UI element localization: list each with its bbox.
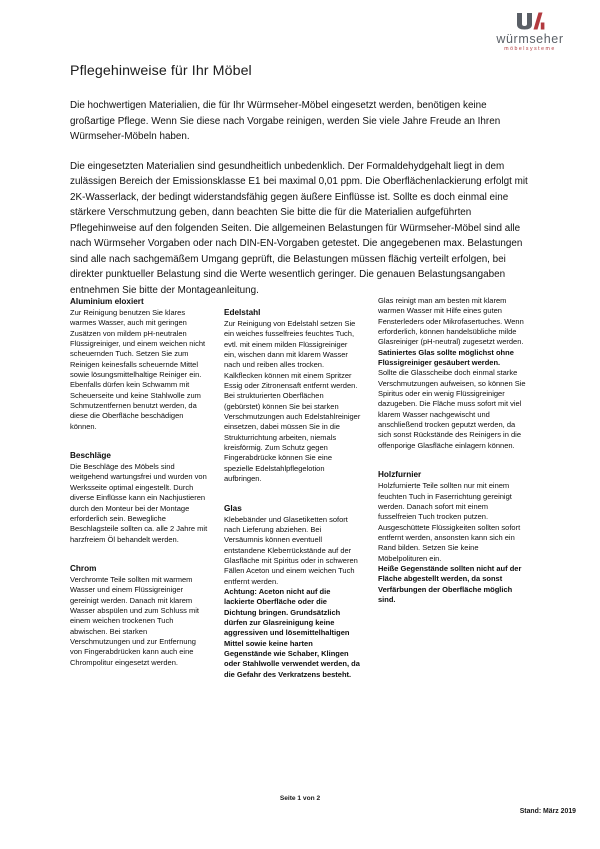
logo-subtitle: möbelsysteme [504, 45, 556, 52]
section-edelstahl [224, 307, 361, 485]
glass-text-plain-1: Glas reinigt man am besten mit klarem warmen Wasser mit Hilfe eines guten Fensterleders oder Mikrofasertuches. Wenn erforderlich, können handelsübliche milde Glasreiniger (pH-neutral) zugesetzt werden. [378, 296, 524, 347]
section-body: Verchromte Teile sollten mit warmem Wasser und einem Flüssigreiniger gereinigt werden. Danach mit klarem Wasser abspülen und zum Schluss mit einem weichen trockenen Tuch abwischen. Bei starken Verschmutzungen und zur Entfernung von Fingerabdrücken kann auch eine Chrompolitur eingesetzt werden. [70, 574, 199, 667]
company-logo [482, 12, 578, 52]
page-title: Pflegehinweise für Ihr Möbel [70, 63, 252, 79]
care-instructions-columns [70, 296, 532, 680]
section-beschlaege [70, 450, 209, 545]
section-body-plain: Klebebänder und Glasetiketten sofort nach Lieferung abziehen. Bei Versäumnis können eventuell entstandene Kleberrückstände auf der Glasfläche mit Spiritus oder in schweren Fällen Aceton und einem weichen Tuch entfernt werden. [224, 514, 358, 586]
section-heading: Aluminium eloxiert [70, 297, 144, 306]
column-three [374, 296, 526, 680]
column-one [70, 296, 222, 680]
spacer [70, 545, 209, 563]
wuermseher-w-logo-icon [515, 12, 545, 30]
spacer [224, 485, 361, 503]
glass-text-bold: Satiniertes Glas sollte möglichst ohne Flüssigreiniger gesäubert werden. [378, 347, 514, 368]
section-glas-continued [378, 296, 526, 451]
section-chrom [70, 563, 209, 668]
section-heading: Beschläge [70, 451, 111, 461]
footer-revision-date: Stand: März 2019 [519, 808, 576, 815]
warning-text: Heiße Gegenstände sollten nicht auf der Fläche abgestellt werden, da sonst Verfärbungen der Oberfläche möglich sind. [378, 563, 522, 604]
section-glas [224, 503, 361, 681]
intro-paragraph-1: Die hochwertigen Materialien, die für Ihr Würmseher-Möbel eingesetzt werden, benötigen keine großartige Pflege. Wenn Sie diese nach Vorgabe reinigen, werden Sie viele Jahre Freude an Ihren Würmseher-Möbeln haben. [70, 100, 501, 142]
section-heading: Chrom [70, 563, 97, 573]
section-body-warning [378, 564, 526, 605]
section-heading: Holzfurnier [378, 470, 422, 480]
spacer [224, 296, 361, 307]
section-body: Zur Reinigung benutzen Sie klares warmes Wasser, auch mit geringen Zusätzen von mildem pH-neutralen Flüssigreiniger, und einem weichen nicht scheuernden Tuch. Setzen Sie zum Reinigen keinesfalls scheuernde Mittel sowie lösungsmittelhaltige Reiniger ein. Ebenfalls dürfen kein Schwamm mit Scheuerseite und keine Stahlwolle zum Schmutzentfernen benutzt werden, da diese die Oberfläche beschädigen können. [70, 308, 206, 431]
spacer [378, 451, 526, 469]
section-body-part-two: Sollte die Glasscheibe doch einmal starke Verschmutzungen aufweisen, so können Sie Spiritus oder ein wenig Flüssigreiniger dazugeben. Die Fläche muss sofort mit viel klarem Wasser nachgewischt und anschließend trocken geputzt werden, da sich sonst Rückstände des Reinigers in die offenporige Glasfläche einlagern können. [378, 368, 526, 450]
section-holzfurnier [378, 469, 526, 605]
logo-wordmark: würmseher [496, 32, 564, 46]
section-body: Zur Reinigung von Edelstahl setzen Sie ein weiches fusselfreies feuchtes Tuch, evtl. mit einem milden Flüssigreiniger ein, wischen dann mit klarem Wasser nach und reiben alles trocken. Kalkflecken können mit einem Spritzer Essig oder Zitronensaft entfernt werden. Bei strukturierten Oberflächen (gebürstet) können Sie bei starken Verschmutzungen auch Edelstahlreiniger einsetzen, dabei müssen Sie in die Strukturrichtung arbeiten, niemals kreisförmig. Zum Schutz gegen Fingerabdrücke können Sie eine spezielle Edelstahlpflegelotion aufbringen. [224, 319, 361, 484]
intro-paragraph-2: Die eingesetzten Materialien sind gesundheitlich unbedenklich. Der Formaldehydgehalt liegt in dem zulässigen Bereich der Emissionsklasse E1 bei maximal 0,01 ppm. Die Oberflächenlackierung erfolgt mit 2K-Wasserlack, der bedingt widerstandsfähig gegen äußere Einflüsse ist. Sollte es doch einmal eine stärkere Verschmutzung geben, dann beachten Sie bitte die für die Materialien aufgeführten Pflegehinweise auf den folgenden Seiten. Die allgemeinen Belastungen für Würmseher-Möbel sind alle nach Würmseher Vorgaben oder nach DIN-EN-Vorgaben getestet. Die angegebenen max. Belastungen sind alle nach sachgemäßem Umgang geprüft, die Belastungen müssen flächig verteilt erfolgen, bei direkter punktueller Belastung sind die Werte wesentlich geringer. Die genauen Belastungsangaben entnehmen Sie bitte der Montageanleitung. [70, 160, 528, 296]
section-body-plain: Holzfurnierte Teile sollten nur mit einem feuchten Tuch in Faserrichtung gereinigt werden. Danach sofort mit einem fusselfreien Tuch trocken putzen. Ausgeschüttete Flüssigkeiten sollten sofort entfernt werden, ansonsten kann sich ein Rand bilden. Setzen Sie keine Möbelpolituren ein. [378, 481, 521, 563]
section-body-warning [224, 587, 361, 680]
spacer [70, 432, 209, 450]
footer-page-number: Seite 1 von 2 [279, 795, 321, 802]
section-aluminium-eloxiert [70, 296, 209, 432]
section-body-part-one [378, 296, 526, 368]
section-heading: Glas [224, 503, 242, 513]
column-two [222, 296, 374, 680]
intro-block [70, 98, 532, 312]
section-heading: Edelstahl [224, 308, 261, 317]
warning-text: Achtung: Aceton nicht auf die lackierte Oberfläche oder die Dichtung bringen. Grundsätzlich dürfen zur Glasreinigung keine aggressiven und lösemittelhaltigen Mittel sowie keine harten Gegenstände wie Schaber, Klingen oder Stahlwolle verwendet werden, da die Gefahr des Verkratzens besteht. [224, 586, 360, 679]
section-body: Die Beschläge des Möbels sind weitgehend wartungsfrei und wurden von Werksseite optimal eingestellt. Durch diverse Einflüsse kann ein Nachjustieren durch den Monteur bei der Montage erforderlich sein. Bewegliche Beschlagsteile sollten ca. alle 2 Jahre mit harzfreiem Öl behandelt werden. [70, 462, 208, 544]
